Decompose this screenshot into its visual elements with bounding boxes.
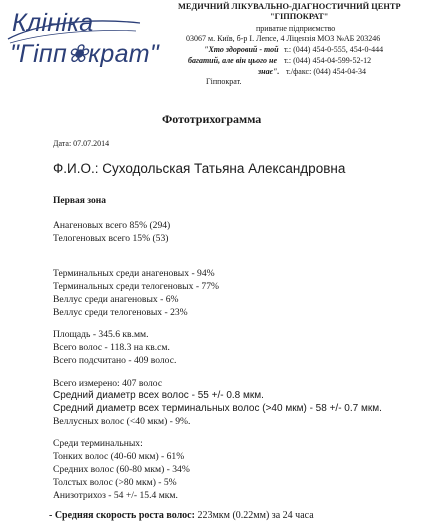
growth-rate-label: - Средняя скорость роста волос: xyxy=(49,510,195,521)
center-quote: "ГІППОКРАТ" xyxy=(270,12,329,21)
stat-line: Веллус среди телогеновых - 23% xyxy=(53,307,188,318)
document-date: Дата: 07.07.2014 xyxy=(53,139,110,148)
stat-line: Веллусных волос (<40 мкм) - 9%. xyxy=(53,416,191,427)
stat-line: Телогеновых всего 15% (53) xyxy=(53,233,169,244)
section-heading: Первая зона xyxy=(53,196,107,206)
phone-line2: т.: (044) 454-04-599-52-12 xyxy=(284,56,372,65)
motto-author: Гіппократ. xyxy=(206,77,242,86)
center-name: МЕДИЧНИЙ ЛІКУВАЛЬНО-ДІАГНОСТИЧНИЙ ЦЕНТР xyxy=(178,2,401,11)
stat-line: Терминальных среди анагеновых - 94% xyxy=(53,268,215,279)
stat-line: Всего волос - 118.3 на кв.см. xyxy=(53,342,170,353)
stat-line: Веллус среди анагеновых - 6% xyxy=(53,294,179,305)
growth-rate xyxy=(49,510,314,521)
stat-line: Тонких волос (40-60 мкм) - 61% xyxy=(53,451,185,462)
motto-line3: знає". xyxy=(258,67,280,76)
patient-name: Ф.И.О.: Суходольская Татьяна Александровна xyxy=(53,161,346,176)
company-type: приватне підприємство xyxy=(256,24,336,33)
stat-line: Толстых волос (>80 мкм) - 5% xyxy=(53,477,177,488)
stat-line: Терминальных среди телогеновых - 77% xyxy=(53,281,220,292)
phone-line1: т.: (044) 454-0-555, 454-0-444 xyxy=(284,45,384,54)
stat-line: Площадь - 345.6 кв.мм. xyxy=(53,329,149,340)
fax-line: т./факс: (044) 454-04-34 xyxy=(286,67,366,76)
document-title: Фототрихограмма xyxy=(162,112,262,126)
stat-line: Всего подсчитано - 409 волос. xyxy=(53,355,177,366)
stat-line: Анизотрихоз - 54 +/- 15.4 мкм. xyxy=(53,490,178,501)
stat-line: Средних волос (60-80 мкм) - 34% xyxy=(53,464,190,475)
growth-rate-value: 223мкм (0.22мм) за 24 часа xyxy=(194,510,314,521)
stat-line: Всего измерено: 407 волос xyxy=(53,378,163,389)
address-license: 03067 м. Київ, б-р І. Лепсе, 4 Ліцензія МОЗ №АБ 203246 xyxy=(186,34,381,43)
logo-text-line2: "Гіпп❀крат" xyxy=(10,40,160,68)
stat-line: Средний диаметр всех терминальных волос (>40 мкм) - 58 +/- 0.7 мкм. xyxy=(53,403,382,414)
motto-line2: багатий, але він цього не xyxy=(188,56,278,65)
motto-line1: "Хто здоровий - той xyxy=(204,45,279,54)
stat-line: Анагеновых всего 85% (294) xyxy=(53,220,171,231)
logo-text-line1: Клініка xyxy=(12,9,94,37)
stat-line: Средний диаметр всех волос - 55 +/- 0.8 мкм. xyxy=(53,390,264,401)
stat-line: Среди терминальных: xyxy=(53,438,143,449)
